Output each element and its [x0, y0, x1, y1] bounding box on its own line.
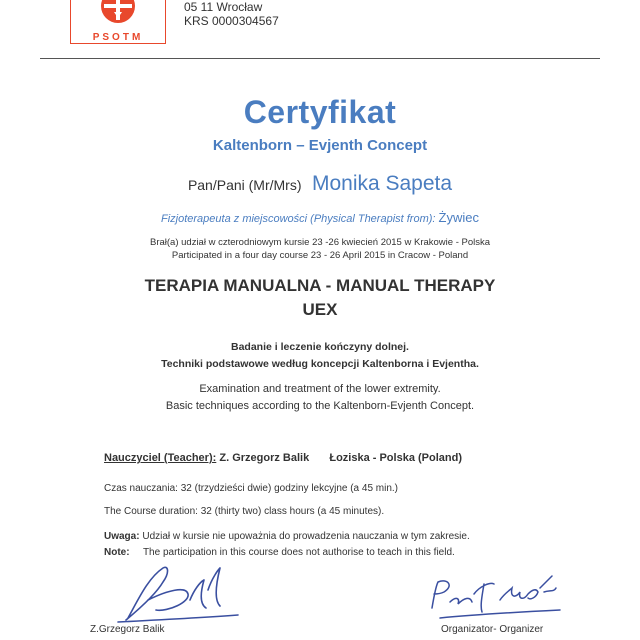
- topic-english: [0, 381, 640, 415]
- participation-en: Participated in a four day course 23 - 26 April 2015 in Cracow - Poland: [171, 250, 469, 261]
- profession-line: [0, 210, 640, 225]
- teacher-label: Nauczyciel (Teacher):: [104, 452, 217, 464]
- psotm-logo: [70, 0, 166, 44]
- recipient-name: Monika Sapeta: [311, 172, 453, 195]
- certificate-title: Certyfikat: [243, 94, 397, 130]
- recipient-line: [0, 172, 640, 196]
- note-pl-label: Uwaga:: [104, 531, 140, 542]
- krs-number: KRS 0000304567: [184, 14, 279, 28]
- note-en-text: The participation in this course does not authorise to teach in this field.: [142, 547, 455, 558]
- profession-label: Fizjoterapeuta z miejscowości (Physical Therapist from):: [161, 213, 436, 225]
- header-divider: [40, 58, 600, 59]
- participation-statement: [0, 236, 640, 262]
- teacher-location: Łoziska - Polska (Poland): [329, 452, 462, 464]
- course-hours-pl: Czas nauczania: 32 (trzydzieści dwie) godziny lekcyjne (a 45 min.): [104, 483, 399, 494]
- topic-pl-line-1: Badanie i leczenie kończyny dolnej.: [231, 341, 409, 353]
- topic-en-line-2: Basic techniques according to the Kaltenborn-Evjenth Concept.: [165, 400, 475, 412]
- profession-city: Żywiec: [438, 210, 479, 225]
- participation-pl: Brał(a) udział w czterodniowym kursie 23 -26 kwiecień 2015 w Krakowie - Polska: [149, 237, 491, 248]
- certificate-subtitle: Kaltenborn – Evjenth Concept: [212, 137, 428, 154]
- note-en-label: Note:: [104, 547, 130, 558]
- teacher-signature-name: Z.Grzegorz Balik: [90, 624, 165, 635]
- course-hours-en: The Course duration: 32 (thirty two) class hours (a 45 minutes).: [104, 506, 385, 517]
- teacher-signature: [108, 560, 258, 630]
- organization-info: [184, 0, 279, 28]
- organization-address: 05 11 Wrocław: [184, 0, 263, 14]
- teacher-line: [104, 452, 462, 464]
- note-pl: [104, 531, 470, 542]
- organizer-signature-name: Organizator- Organizer: [441, 624, 544, 635]
- topic-polish: [0, 339, 640, 373]
- organizer-signature: [420, 568, 570, 628]
- note-en: [104, 547, 455, 558]
- svg-text:PSOTM: PSOTM: [92, 32, 144, 43]
- course-name: TERAPIA MANUALNA - MANUAL THERAPY: [144, 276, 496, 295]
- topic-pl-line-2: Techniki podstawowe według koncepcji Kaltenborna i Evjentha.: [161, 358, 479, 370]
- teacher-name: Z. Grzegorz Balik: [219, 452, 310, 464]
- topic-en-line-1: Examination and treatment of the lower extremity.: [199, 383, 441, 395]
- recipient-label: Pan/Pani (Mr/Mrs): [187, 177, 302, 193]
- course-code: UEX: [302, 300, 338, 319]
- note-pl-text: Udział w kursie nie upoważnia do prowadzenia nauczania w tym zakresie.: [142, 531, 470, 542]
